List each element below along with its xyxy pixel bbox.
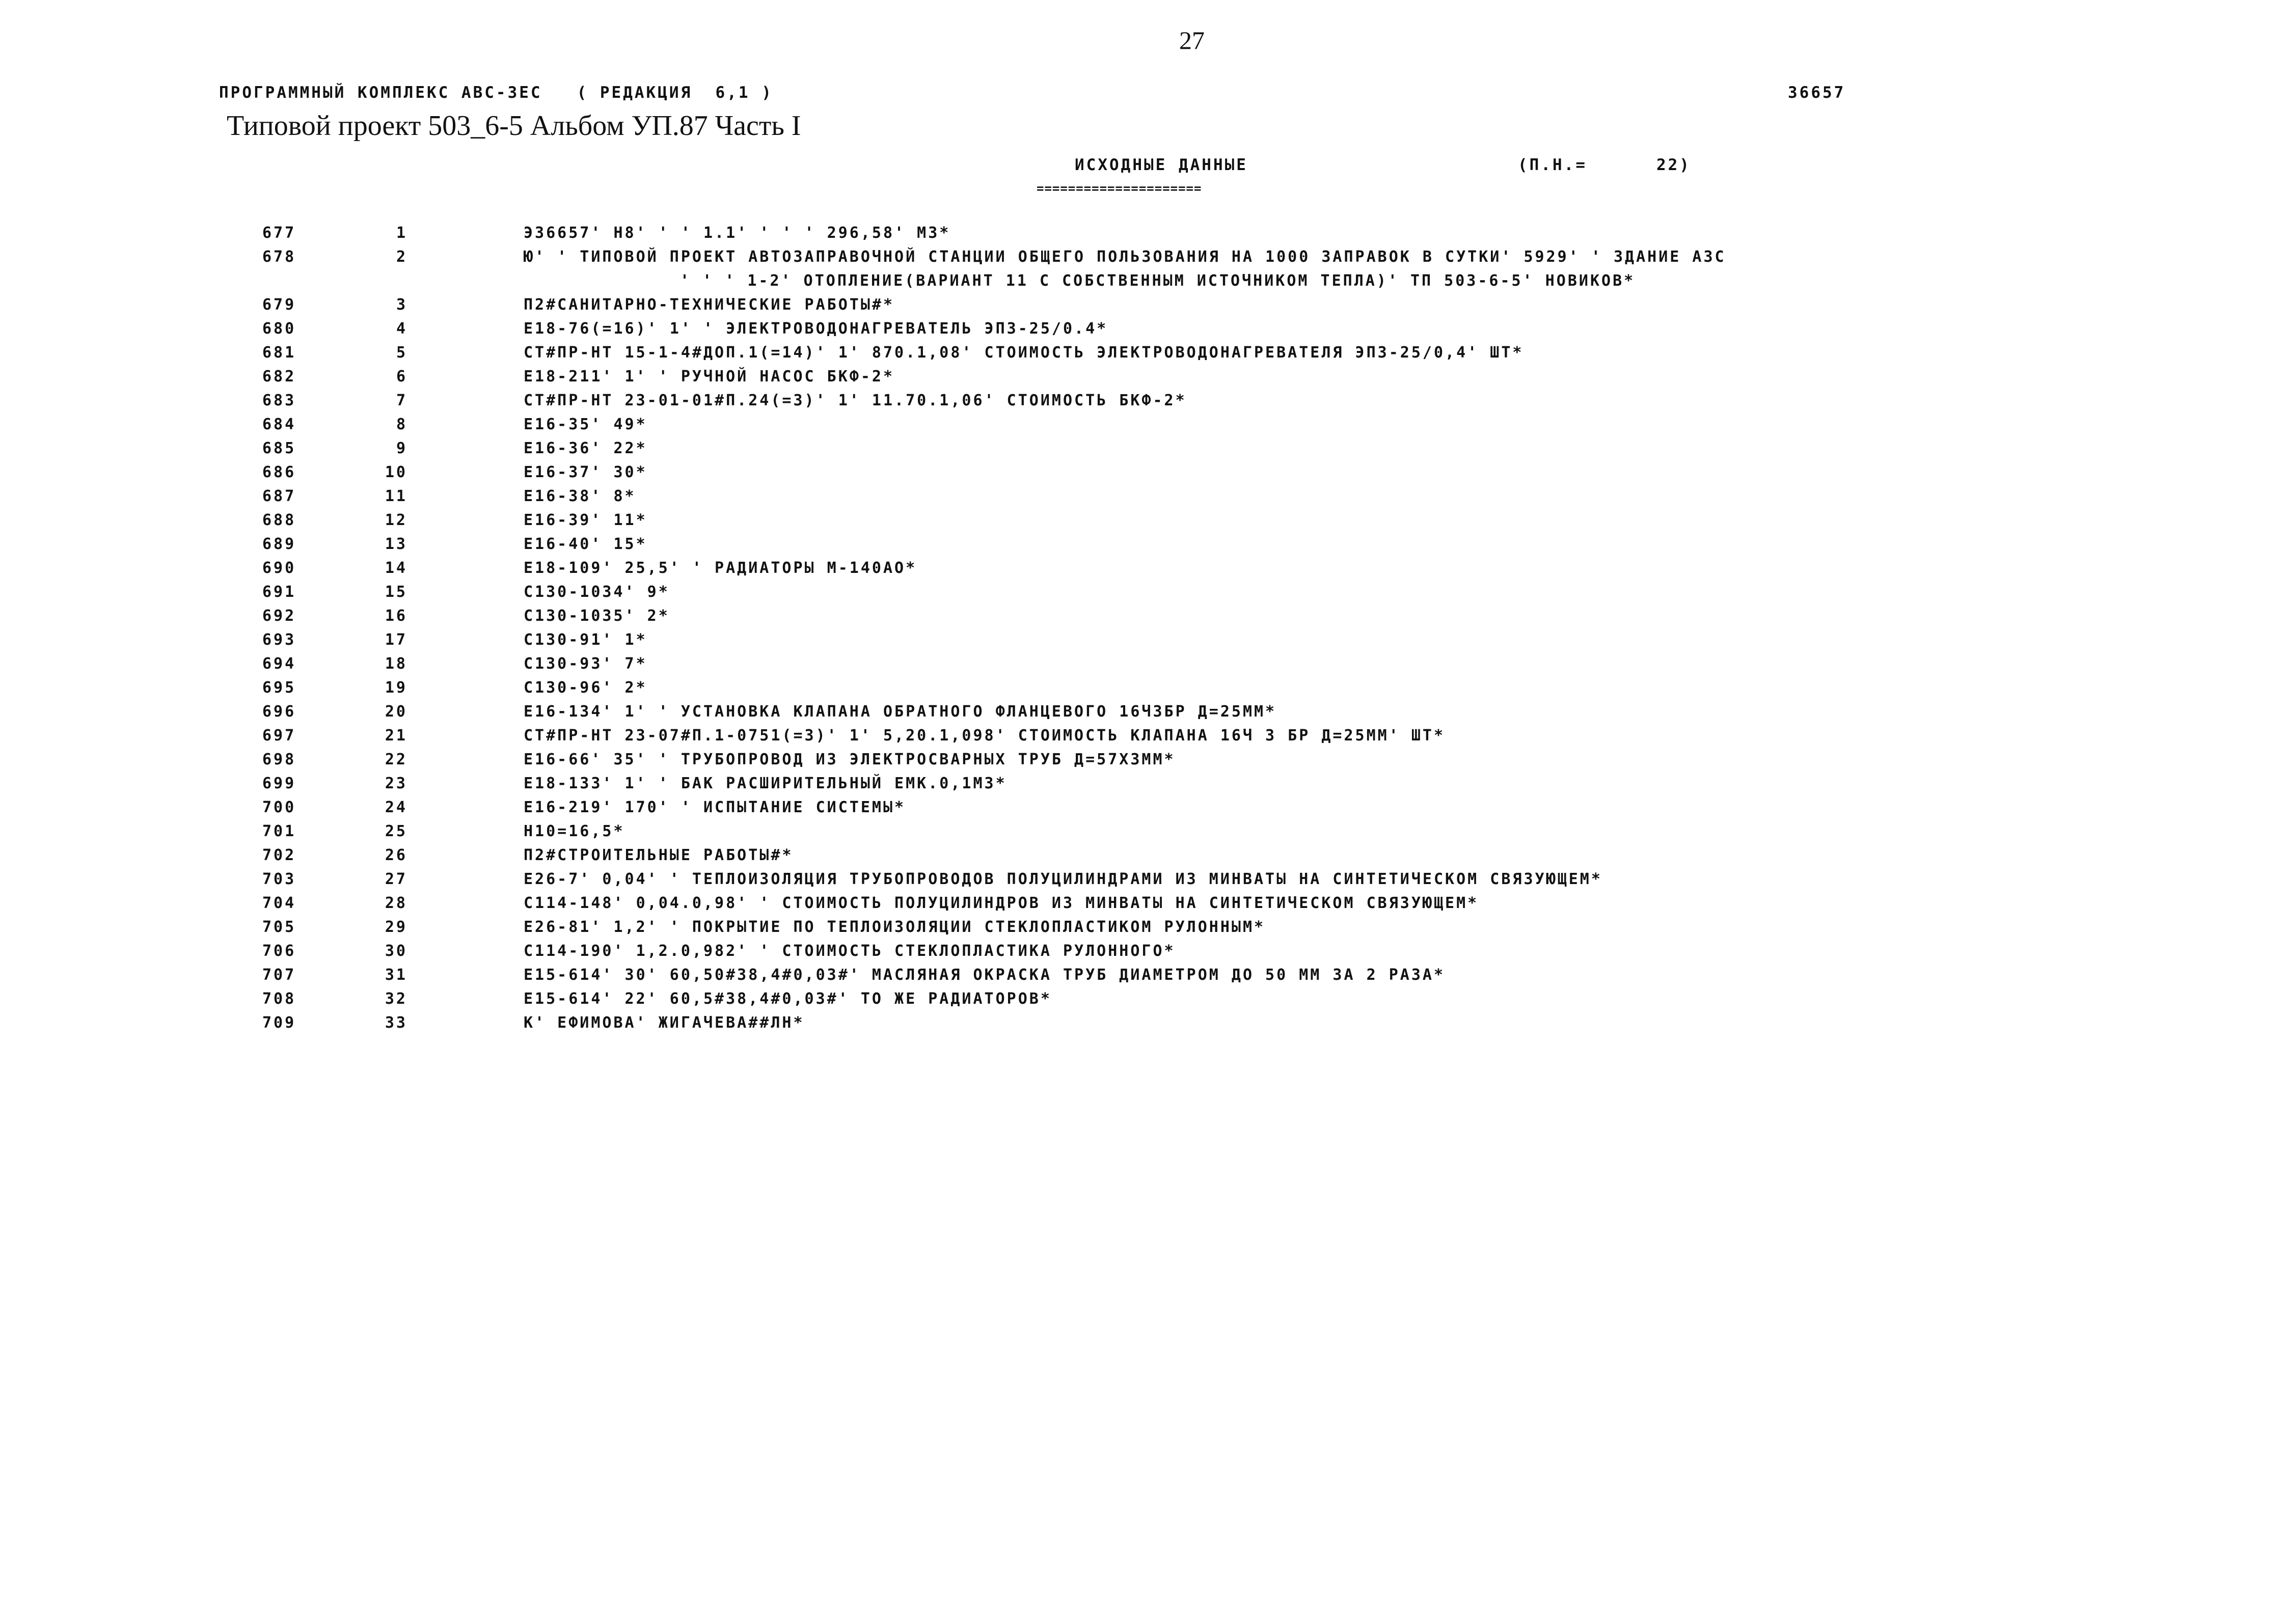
line-text: П2#СТРОИТЕЛЬНЫЕ РАБОТЫ#* (524, 846, 794, 864)
listing-line (0, 487, 2286, 511)
listing-line (0, 416, 2286, 439)
line-sequence: 24 (385, 799, 407, 816)
line-sequence: 28 (385, 894, 407, 912)
line-sequence: 15 (385, 583, 407, 601)
line-number: 680 (262, 320, 296, 338)
line-sequence: 9 (396, 439, 407, 457)
line-sequence: 4 (396, 320, 407, 338)
line-text: С130-1034' 9* (524, 583, 670, 601)
line-number: 699 (262, 775, 296, 792)
line-text: Е18-133' 1' ' БАК РАСШИРИТЕЛЬНЫЙ ЕМК.0,1М3* (524, 775, 1007, 792)
line-text: Е18-109' 25,5' ' РАДИАТОРЫ М-140АО* (524, 559, 917, 577)
listing-line (0, 631, 2286, 655)
line-text: Е16-37' 30* (524, 463, 647, 481)
line-number: 681 (262, 344, 296, 362)
line-text: К' ЕФИМОВА' ЖИГАЧЕВА##ЛН* (524, 1014, 805, 1032)
line-sequence: 30 (385, 942, 407, 960)
line-sequence: 33 (385, 1014, 407, 1032)
line-text: Е16-66' 35' ' ТРУБОПРОВОД ИЗ ЭЛЕКТРОСВАРНЫХ ТРУБ Д=57Х3ММ* (524, 751, 1176, 768)
line-text: Е18-76(=16)' 1' ' ЭЛЕКТРОВОДОНАГРЕВАТЕЛЬ ЭПЗ-25/0.4* (524, 320, 1108, 338)
listing-line (0, 559, 2286, 583)
document-code: 36657 (1788, 84, 1846, 102)
page-number: 27 (1179, 26, 1205, 54)
line-number: 696 (262, 703, 296, 721)
section-title: ИСХОДНЫЕ ДАННЫЕ (1075, 156, 1248, 174)
line-text: С130-91' 1* (524, 631, 647, 649)
line-number: 694 (262, 655, 296, 673)
line-number: 682 (262, 368, 296, 386)
listing-line (0, 703, 2286, 727)
line-sequence: 23 (385, 775, 407, 792)
listing-line (0, 392, 2286, 416)
listing-line (0, 990, 2286, 1014)
line-sequence: 3 (396, 296, 407, 314)
listing-line (0, 511, 2286, 535)
listing-line (0, 224, 2286, 248)
listing-line (0, 918, 2286, 942)
line-number: 708 (262, 990, 296, 1008)
line-number: 677 (262, 224, 296, 242)
line-sequence: 27 (385, 870, 407, 888)
listing-line (0, 607, 2286, 631)
line-sequence: 10 (385, 463, 407, 481)
line-sequence: 26 (385, 846, 407, 864)
source-listing (0, 224, 2286, 1038)
listing-line (0, 679, 2286, 703)
line-number: 698 (262, 751, 296, 768)
line-number: 703 (262, 870, 296, 888)
line-number: 687 (262, 487, 296, 505)
line-sequence: 20 (385, 703, 407, 721)
listing-line (0, 727, 2286, 751)
line-number: 705 (262, 918, 296, 936)
listing-line (0, 846, 2286, 870)
line-number: 709 (262, 1014, 296, 1032)
line-number: 697 (262, 727, 296, 745)
section-title-underline: ===================== (1037, 181, 1202, 196)
line-number: 693 (262, 631, 296, 649)
listing-line (0, 822, 2286, 846)
listing-line (0, 463, 2286, 487)
printout-header: ПРОГРАММНЫЙ КОМПЛЕКС АВС-3ЕС ( РЕДАКЦИЯ 6,1 ) (219, 84, 773, 102)
line-sequence: 21 (385, 727, 407, 745)
listing-line (0, 296, 2286, 320)
listing-line (0, 439, 2286, 463)
line-text: Е26-81' 1,2' ' ПОКРЫТИЕ ПО ТЕПЛОИЗОЛЯЦИИ СТЕКЛОПЛАСТИКОМ РУЛОННЫМ* (524, 918, 1266, 936)
line-text: Э36657' Н8' ' ' 1.1' ' ' ' 296,58' М3* (524, 224, 951, 242)
line-text: С114-190' 1,2.0,982' ' СТОИМОСТЬ СТЕКЛОПЛАСТИКА РУЛОННОГО* (524, 942, 1176, 960)
line-text: П2#САНИТАРНО-ТЕХНИЧЕСКИЕ РАБОТЫ#* (524, 296, 895, 314)
listing-continuation-line (0, 272, 2286, 296)
listing-line (0, 1014, 2286, 1038)
line-number: 690 (262, 559, 296, 577)
line-number: 678 (262, 248, 296, 266)
listing-line (0, 655, 2286, 679)
line-sequence: 6 (396, 368, 407, 386)
line-number: 704 (262, 894, 296, 912)
line-text: Е18-211' 1' ' РУЧНОЙ НАСОС БКФ-2* (524, 368, 895, 386)
line-sequence: 29 (385, 918, 407, 936)
line-number: 701 (262, 822, 296, 840)
line-text: Е15-614' 30' 60,50#38,4#0,03#' МАСЛЯНАЯ ОКРАСКА ТРУБ ДИАМЕТРОМ ДО 50 ММ ЗА 2 РАЗА* (524, 966, 1446, 984)
line-sequence: 16 (385, 607, 407, 625)
line-sequence: 8 (396, 416, 407, 433)
listing-line (0, 870, 2286, 894)
line-text: Ю' ' ТИПОВОЙ ПРОЕКТ АВТОЗАПРАВОЧНОЙ СТАНЦИИ ОБЩЕГО ПОЛЬЗОВАНИЯ НА 1000 ЗАПРАВОК В СУТКИ' 5929' ' ЗДАНИЕ АЗС (524, 248, 1726, 266)
line-number: 685 (262, 439, 296, 457)
listing-line (0, 966, 2286, 990)
line-number: 686 (262, 463, 296, 481)
line-text: ' ' ' 1-2' ОТОПЛЕНИЕ(ВАРИАНТ 11 С СОБСТВЕННЫМ ИСТОЧНИКОМ ТЕПЛА)' ТП 503-6-5' НОВИКОВ* (680, 272, 1636, 290)
line-text: С130-1035' 2* (524, 607, 670, 625)
line-text: Е16-39' 11* (524, 511, 647, 529)
line-sequence: 17 (385, 631, 407, 649)
line-number: 700 (262, 799, 296, 816)
line-text: Е26-7' 0,04' ' ТЕПЛОИЗОЛЯЦИЯ ТРУБОПРОВОДОВ ПОЛУЦИЛИНДРАМИ ИЗ МИНВАТЫ НА СИНТЕТИЧЕСКОМ СВЯЗУЮЩЕМ* (524, 870, 1602, 888)
line-text: СТ#ПР-НТ 15-1-4#ДОП.1(=14)' 1' 870.1,08' СТОИМОСТЬ ЭЛЕКТРОВОДОНАГРЕВАТЕЛЯ ЭПЗ-25/0,4' ШТ* (524, 344, 1524, 362)
line-sequence: 18 (385, 655, 407, 673)
line-text: Е15-614' 22' 60,5#38,4#0,03#' ТО ЖЕ РАДИАТОРОВ* (524, 990, 1052, 1008)
line-text: Е16-35' 49* (524, 416, 647, 433)
line-sequence: 12 (385, 511, 407, 529)
line-sequence: 7 (396, 392, 407, 409)
line-number: 679 (262, 296, 296, 314)
line-sequence: 1 (396, 224, 407, 242)
line-number: 683 (262, 392, 296, 409)
line-text: Н10=16,5* (524, 822, 625, 840)
line-sequence: 11 (385, 487, 407, 505)
listing-line (0, 344, 2286, 368)
line-number: 706 (262, 942, 296, 960)
listing-line (0, 775, 2286, 799)
line-text: Е16-134' 1' ' УСТАНОВКА КЛАПАНА ОБРАТНОГО ФЛАНЦЕВОГО 16Ч3БР Д=25ММ* (524, 703, 1277, 721)
line-number: 688 (262, 511, 296, 529)
listing-line (0, 368, 2286, 392)
line-number: 692 (262, 607, 296, 625)
project-title: Типовой проект 503_6-5 Альбом УП.87 Часть I (227, 110, 801, 142)
line-text: СТ#ПР-НТ 23-07#П.1-0751(=3)' 1' 5,20.1,098' СТОИМОСТЬ КЛАПАНА 16Ч 3 БР Д=25ММ' ШТ* (524, 727, 1446, 745)
line-text: С130-96' 2* (524, 679, 647, 697)
listing-line (0, 942, 2286, 966)
line-sequence: 31 (385, 966, 407, 984)
line-number: 695 (262, 679, 296, 697)
listing-line (0, 799, 2286, 822)
listing-line (0, 894, 2286, 918)
listing-line (0, 320, 2286, 344)
line-sequence: 19 (385, 679, 407, 697)
line-text: СТ#ПР-НТ 23-01-01#П.24(=3)' 1' 11.70.1,06' СТОИМОСТЬ БКФ-2* (524, 392, 1187, 409)
listing-line (0, 248, 2286, 272)
line-text: Е16-219' 170' ' ИСПЫТАНИЕ СИСТЕМЫ* (524, 799, 906, 816)
line-sequence: 13 (385, 535, 407, 553)
line-number: 691 (262, 583, 296, 601)
line-text: С130-93' 7* (524, 655, 647, 673)
line-sequence: 14 (385, 559, 407, 577)
line-sequence: 5 (396, 344, 407, 362)
line-number: 707 (262, 966, 296, 984)
line-number: 689 (262, 535, 296, 553)
line-number: 702 (262, 846, 296, 864)
line-number: 684 (262, 416, 296, 433)
line-text: Е16-40' 15* (524, 535, 647, 553)
listing-line (0, 583, 2286, 607)
line-text: С114-148' 0,04.0,98' ' СТОИМОСТЬ ПОЛУЦИЛИНДРОВ ИЗ МИНВАТЫ НА СИНТЕТИЧЕСКОМ СВЯЗУЮЩЕМ* (524, 894, 1479, 912)
line-sequence: 22 (385, 751, 407, 768)
listing-line (0, 535, 2286, 559)
line-sequence: 25 (385, 822, 407, 840)
line-sequence: 2 (396, 248, 407, 266)
page-reference: (П.Н.= 22) (1518, 156, 1691, 174)
line-sequence: 32 (385, 990, 407, 1008)
line-text: Е16-36' 22* (524, 439, 647, 457)
line-text: Е16-38' 8* (524, 487, 636, 505)
listing-line (0, 751, 2286, 775)
